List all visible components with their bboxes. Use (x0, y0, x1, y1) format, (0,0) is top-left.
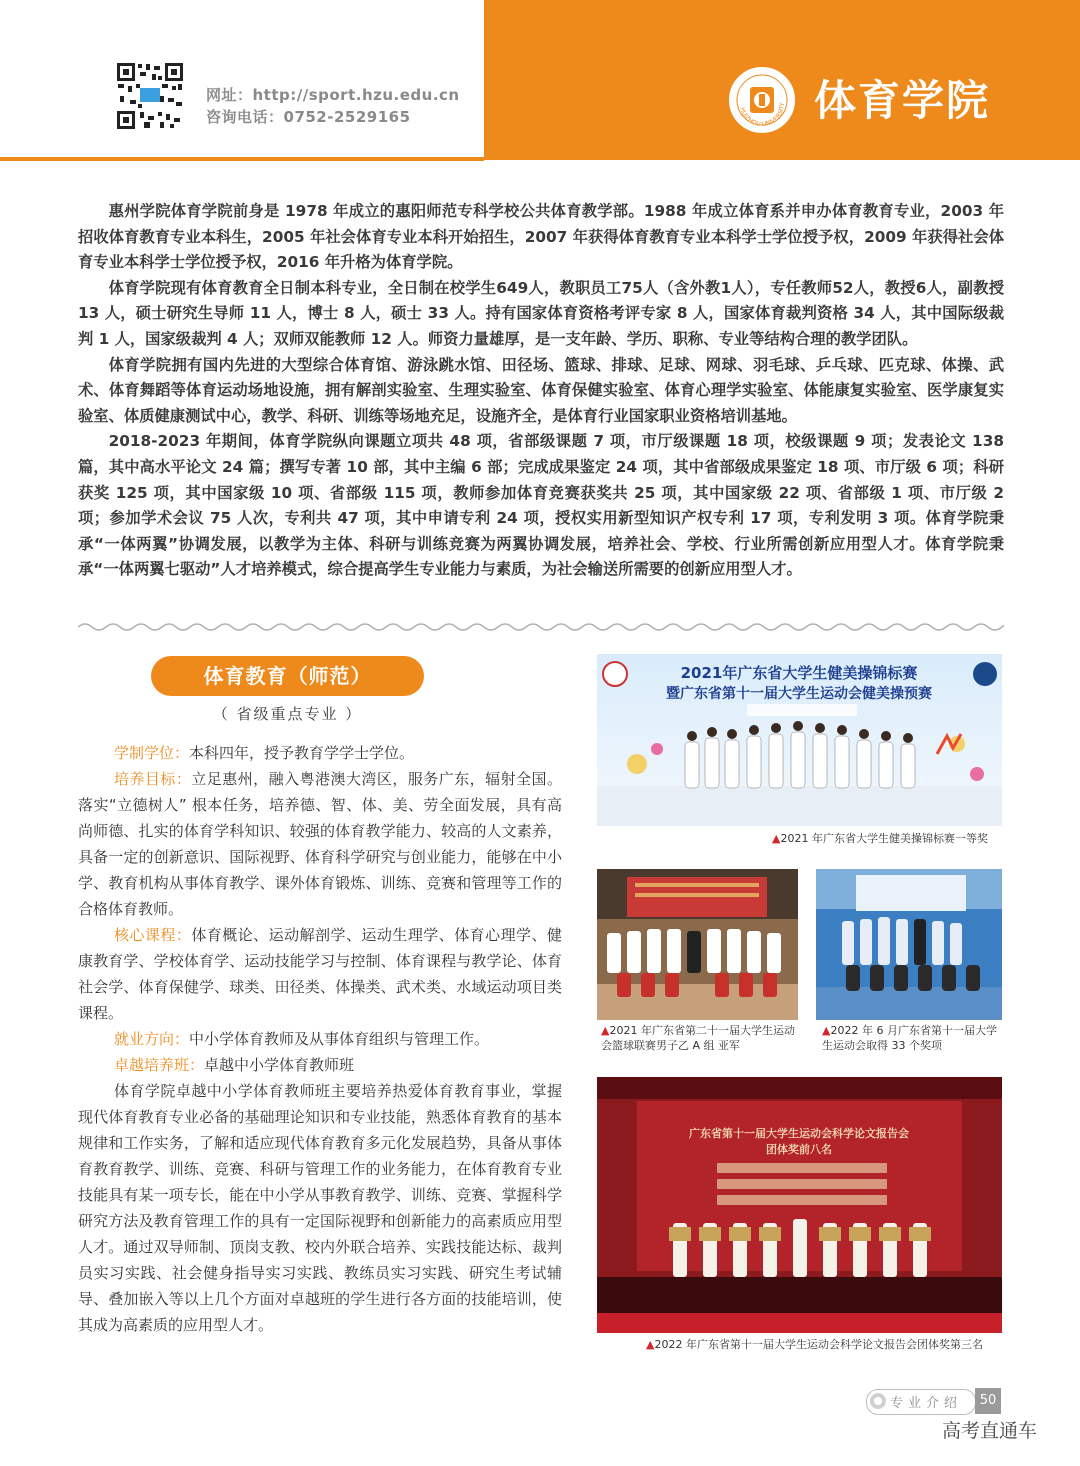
courses-value: 体育概论、运动解剖学、运动生理学、体育心理学、健康教育学、学校体育学、运动技能学习与控制、体育课程与教学论、体育社会学、体育保健学、球类、田径类、体操类、武术类、水域运动项目类课程。 (78, 926, 562, 1022)
caption-basketball-text: 2021 年广东省第二十一届大学生运动会篮球联赛男子乙 A 组 亚军 (601, 1024, 795, 1052)
goal-line (78, 766, 562, 922)
photo-basketball-team (597, 869, 798, 1020)
svg-text:HUIZHOU UNIVERSITY: HUIZHOU UNIVERSITY (738, 102, 787, 129)
footer-badge-icon (869, 1392, 887, 1410)
university-seal-icon (726, 64, 798, 136)
caption-marker-icon: ▲ (772, 832, 781, 845)
duration-line (78, 740, 562, 766)
major-title-pill: 体育教育（师范） (151, 656, 424, 696)
footer-section-label: 专业介绍 (890, 1396, 963, 1411)
caption-aerobics (772, 831, 1012, 846)
duration-value: 本科四年，授予教育学学士学位。 (189, 744, 415, 762)
photo-aerobics-banner-subtitle: 暨广东省第十一届大学生运动会健美操预赛 (666, 686, 932, 702)
page-number: 50 (975, 1388, 1001, 1414)
photo-aerobics-team (597, 654, 1002, 826)
courses-label: 核心课程： (114, 926, 192, 944)
phone-text: 咨询电话：0752-2529165 (206, 108, 411, 126)
photo-games-team (816, 869, 1002, 1020)
photo-award-banner-subtitle: 团体奖前八名 (766, 1143, 832, 1156)
courses-line (78, 922, 562, 1026)
caption-paper-award-text: 2022 年广东省第十一届大学生运动会科学论文报告会团体奖第三名 (654, 1338, 983, 1351)
career-line (78, 1026, 562, 1052)
intro-text (78, 199, 1004, 583)
intro-paragraph-research: 2018-2023 年期间，体育学院纵向课题立项共 48 项，省部级课题 7 项，市厅级课题 18 项，校级课题 9 项；发表论文 138 篇，其中高水平论文 24 篇；撰写专著 10 部，其中主编 6 部；完成成果鉴定 24 项，其中省部级成果鉴定 18 项、市厅级 6 项；科研获奖 125 项，其中国家级 10 项、省部级 115 项，教师参加体育竞赛获奖共 25 项，其中国家级 22 项、省部级 1 项、市厅级 2 项；参加学术会议 75 人次，专利共 47 项，其中申请专利 24 项，授权实用新型知识产权专利 17 项，专利发明 3 项。体育学院秉承“一体两翼”协调发展，以教学为主体、科研与训练竞赛为两翼协调发展，培养社会、学校、行业所需创新应用型人才。体育学院秉承“一体两翼七驱动”人才培养模式，综合提高学生专业能力与素质，为社会输送所需要的创新应用型人才。 (78, 432, 1004, 579)
intro-paragraph-facilities: 体育学院拥有国内先进的大型综合体育馆、游泳跳水馆、田径场、篮球、排球、足球、网球、羽毛球、乒乓球、匹克球、体操、武术、体育舞蹈等体育运动场地设施，拥有解剖实验室、生理实验室、体育保健实验室、体育心理学实验室、体能康复实验室、医学康复实验室、体质健康测试中心，教学、科研、训练等场地充足，设施齐全，是体育行业国家职业资格培训基地。 (78, 355, 1004, 425)
header-left (0, 0, 484, 160)
elite-value: 卓越中小学体育教师班 (204, 1056, 355, 1074)
career-label: 就业方向： (114, 1030, 190, 1048)
major-subtitle: （ 省级重点专业 ） (212, 705, 363, 723)
website-text: 网址：http://sport.hzu.edu.cn (206, 86, 460, 104)
intro-paragraph-history: 惠州学院体育学院前身是 1978 年成立的惠阳师范专科学校公共体育教学部。1988 年成立体育系并申办体育教育专业，2003 年招收体育教育专业本科生，2005 年社会体育专业本科开始招生，2007 年获得体育教育专业本科学士学位授予权，2009 年获得社会体育专业本科学士学位授予权，2016 年升格为体育学院。 (78, 202, 1004, 272)
photo-award-banner-title: 广东省第十一届大学生运动会科学论文报告会 (689, 1127, 909, 1140)
college-name: 体育学院 (814, 76, 991, 125)
elite-line (78, 1052, 562, 1078)
major-details (78, 740, 562, 1338)
caption-paper-award (646, 1337, 1006, 1352)
caption-aerobics-text: 2021 年广东省大学生健美操锦标赛一等奖 (780, 832, 988, 845)
wave-divider (78, 620, 1004, 634)
caption-marker-icon: ▲ (601, 1024, 610, 1037)
elite-label: 卓越培养班： (114, 1056, 205, 1074)
career-value: 中小学体育教师及从事体育组织与管理工作。 (189, 1030, 490, 1048)
contact-info (206, 84, 460, 128)
goal-label: 培养目标： (114, 770, 192, 788)
intro-paragraph-faculty: 体育学院现有体育教育全日制本科专业，全日制在校学生649人，教职员工75人（含外教1人），专任教师52人，教授6人，副教授 13 人，硕士研究生导师 11 人，博士 8 人，硕士 33 人。持有国家体育资格考评专家 8 人，国家体育裁判资格 34 人，其中国际级裁判 1 人，国家级裁判 4 人；双师双能教师 12 人。师资力量雄厚，是一支年龄、学历、职称、专业等结构合理的教学团队。 (78, 278, 1004, 348)
caption-marker-icon: ▲ (646, 1338, 655, 1351)
photo-aerobics-banner-title: 2021年广东省大学生健美操锦标赛 (680, 664, 918, 682)
elite-description: 体育学院卓越中小学体育教师班主要培养热爱体育教育事业，掌握现代体育教育专业必备的基础理论知识和专业技能，熟悉体育教育的基本规律和工作实务，了解和适应现代体育教育多元化发展趋势，具备从事体育教育教学、训练、竞赛、科研与管理工作的业务能力，在体育教育专业技能具有某一项专长，能在中小学从事教育教学、训练、竞赛、掌握科学研究方法及教育管理工作的具有一定国际视野和创新能力的高素质应用型人才。通过双导师制、顶岗支教、校内外联合培养、实践技能达标、裁判员实习实践、社会健身指导实习实践、教练员实习实践、研究生考试辅导、叠加嵌入等以上几个方面对卓越班的学生进行各方面的技能培训，使其成为高素质的应用型人才。 (78, 1082, 562, 1334)
caption-games-awards-text: 2022 年 6 月广东省第十一届大学生运动会取得 33 个奖项 (822, 1024, 997, 1052)
duration-label: 学制学位： (114, 744, 190, 762)
photo-paper-award (597, 1077, 1002, 1333)
watermark-text: 高考直通车 (942, 1420, 1038, 1442)
header-underline (0, 157, 484, 161)
goal-value: 立足惠州，融入粤港澳大湾区，服务广东，辐射全国。落实“立德树人” 根本任务，培养德、智、体、美、劳全面发展，具有高尚师德、扎实的体育学科知识、较强的体育教学能力、较高的人文素养，具备一定的创新意识、国际视野、体育科学研究与创业能力，能够在中小学、教育机构从事体育教学、课外体育锻炼、训练、竞赛和管理等工作的合格体育教师。 (78, 770, 562, 918)
caption-marker-icon: ▲ (822, 1024, 831, 1037)
qr-code-icon (116, 62, 184, 130)
caption-basketball (601, 1023, 801, 1053)
caption-games-awards (822, 1023, 1007, 1053)
